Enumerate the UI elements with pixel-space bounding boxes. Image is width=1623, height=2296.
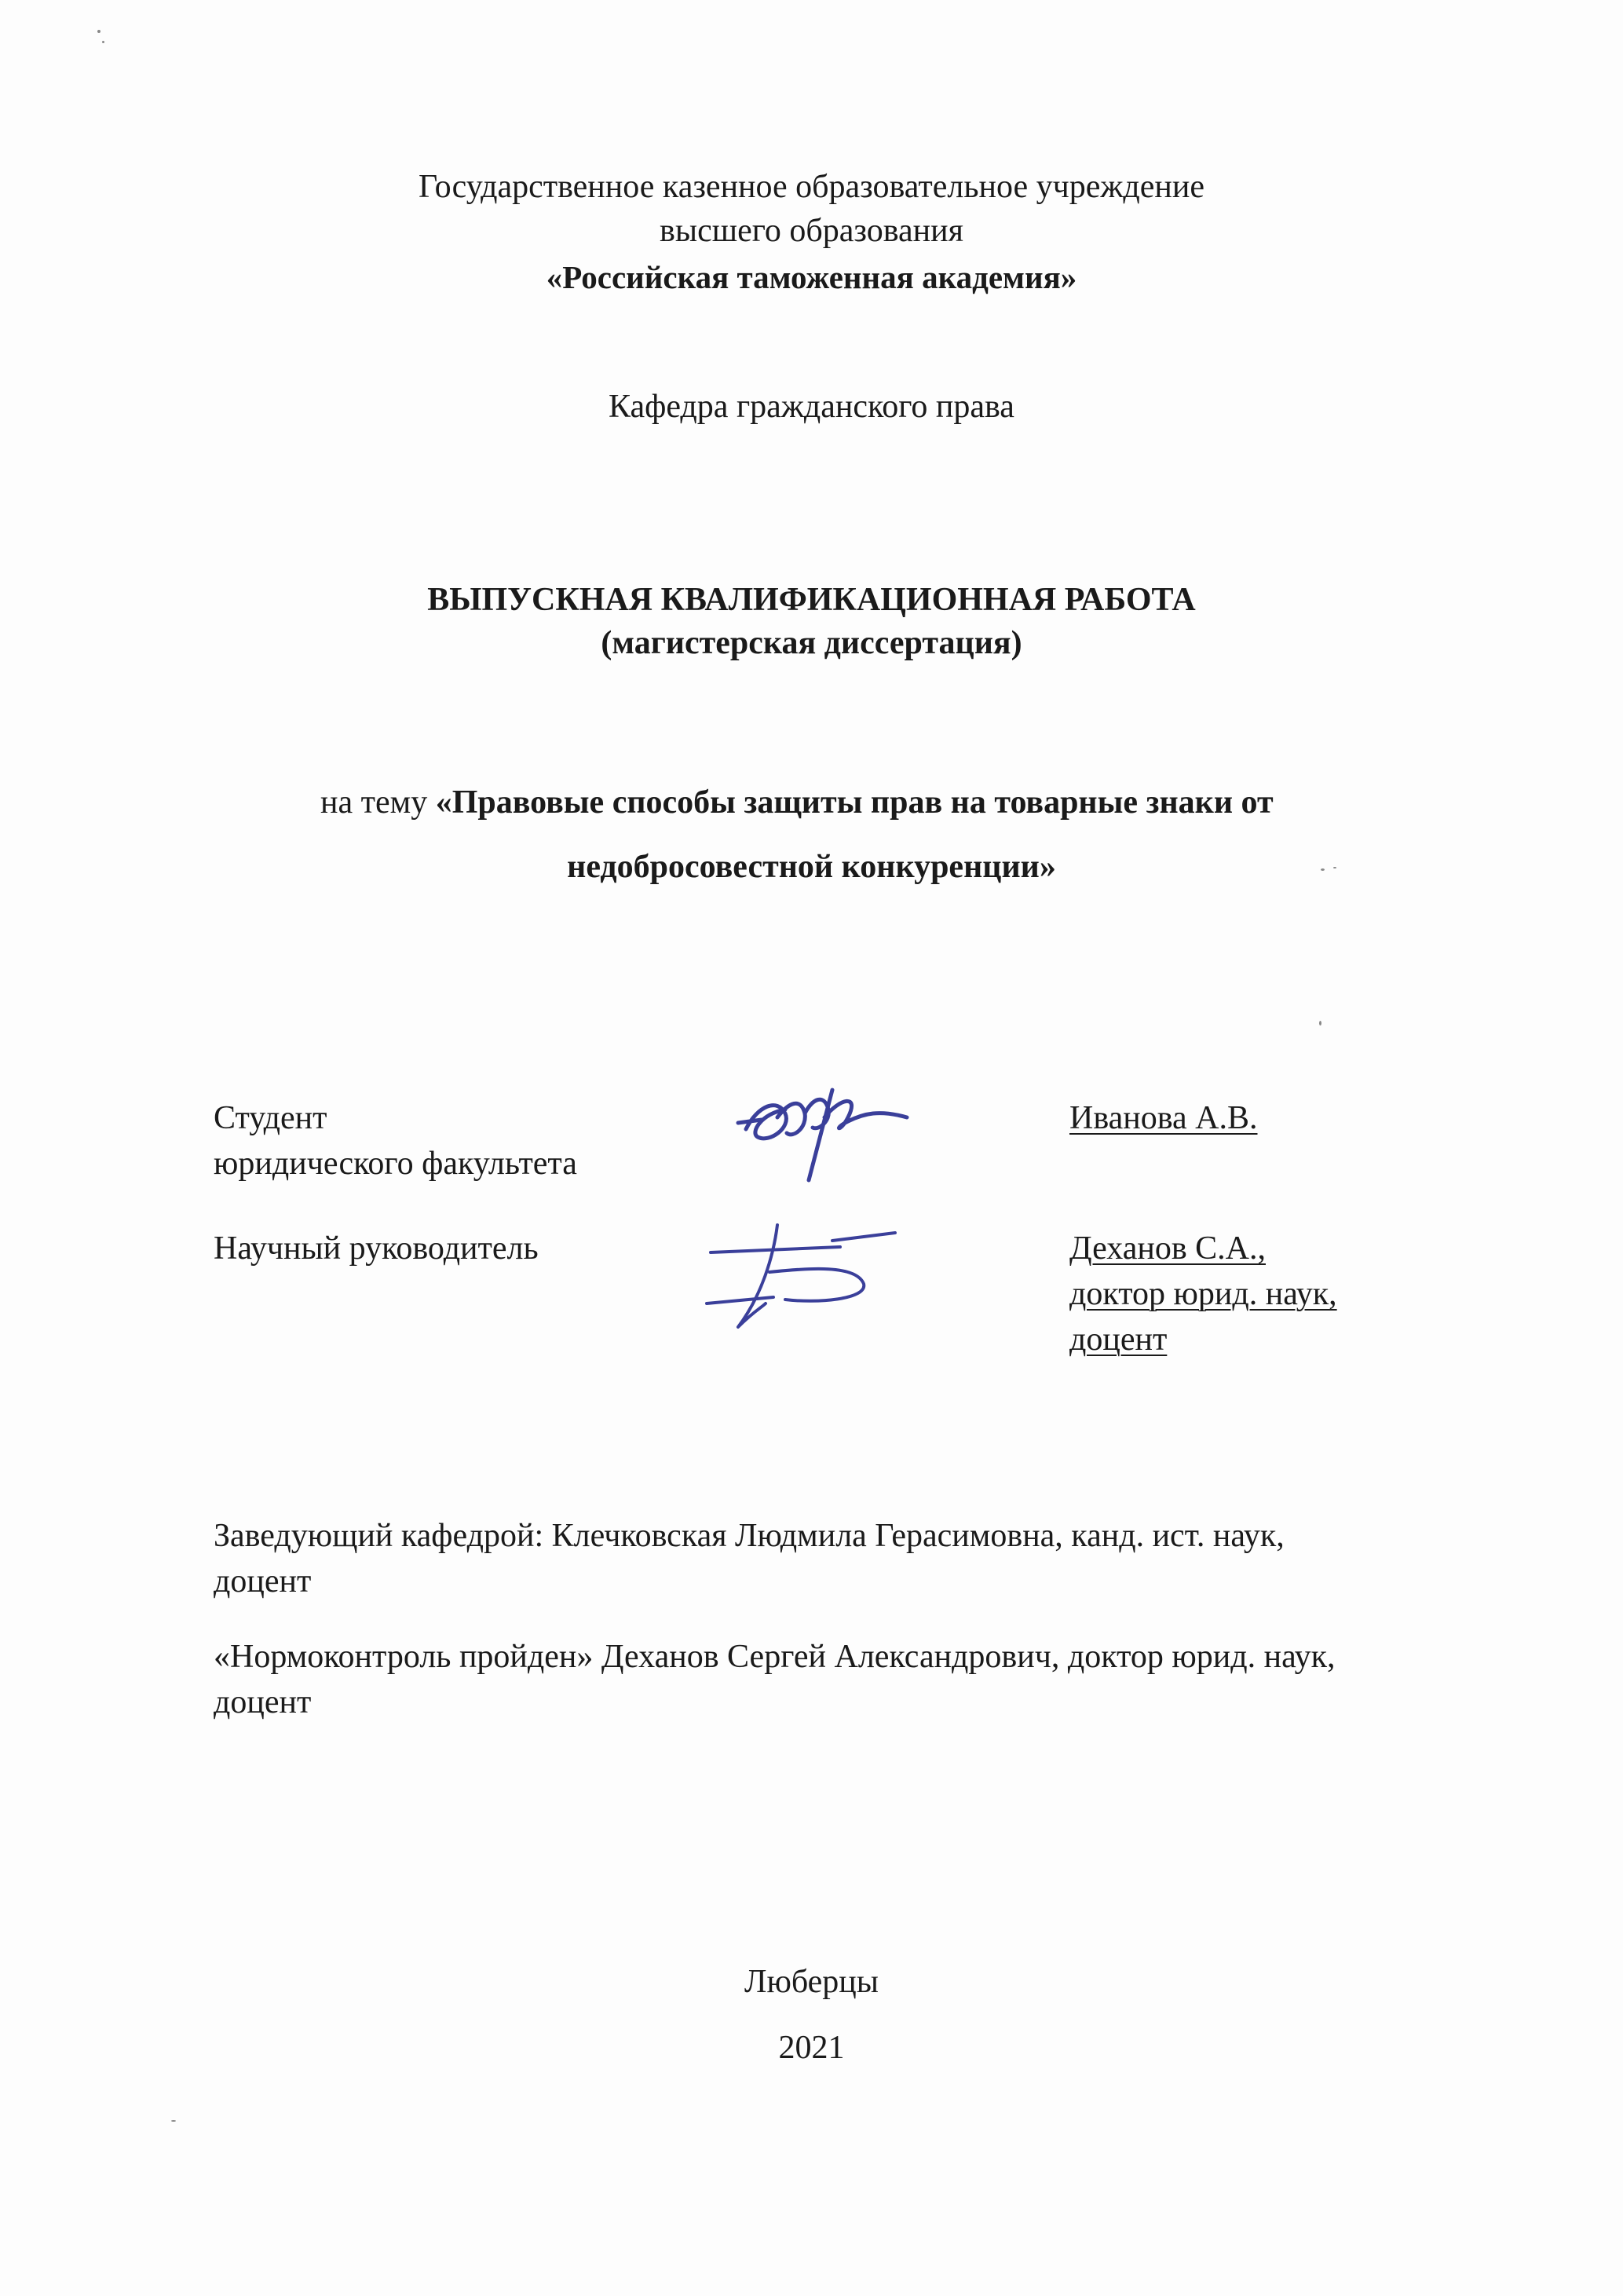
scan-speck — [1321, 868, 1325, 871]
topic-title-line1: «Правовые способы защиты прав на товарные знаки от — [435, 784, 1274, 821]
topic-prefix: на тему — [320, 784, 428, 821]
institution-name: «Российская таможенная академия» — [546, 259, 1077, 295]
supervisor-degree: доктор юрид. наук, — [1069, 1276, 1337, 1312]
supervisor-signature — [699, 1209, 911, 1335]
scan-speck — [1333, 867, 1336, 868]
topic-title-line2: недобросовестной конкуренции» — [567, 849, 1056, 885]
institution-level: высшего образования — [660, 213, 963, 249]
city: Люберцы — [744, 1964, 879, 2000]
scan-speck — [1319, 1021, 1321, 1026]
work-type-subtitle: (магистерская диссертация) — [601, 625, 1022, 661]
work-type-title: ВЫПУСКНАЯ КВАЛИФИКАЦИОННАЯ РАБОТА — [427, 582, 1196, 618]
supervisor-label: Научный руководитель — [214, 1230, 539, 1267]
normcontrol-line1: «Нормоконтроль пройден» Деханов Сергей Александрович, доктор юрид. наук, — [214, 1639, 1336, 1675]
student-name: Иванова А.В. — [1069, 1100, 1258, 1136]
scan-speck — [171, 2120, 176, 2122]
topic-line1 — [320, 784, 1274, 821]
normcontrol-line2: доцент — [214, 1684, 312, 1720]
student-signature — [730, 1074, 942, 1184]
head-of-department-line2: доцент — [214, 1563, 312, 1600]
supervisor-title: доцент — [1069, 1322, 1168, 1358]
department: Кафедра гражданского права — [609, 389, 1014, 425]
supervisor-name: Деханов С.А., — [1069, 1230, 1266, 1267]
student-label-line2: юридического факультета — [214, 1146, 577, 1182]
head-of-department-line1: Заведующий кафедрой: Клечковская Людмила Герасимовна, канд. ист. наук, — [214, 1518, 1285, 1554]
institution-type: Государственное казенное образовательное учреждение — [419, 169, 1204, 205]
student-label-line1: Студент — [214, 1100, 327, 1136]
year: 2021 — [778, 2030, 845, 2066]
scan-speck — [97, 30, 101, 33]
scan-speck — [102, 41, 104, 43]
